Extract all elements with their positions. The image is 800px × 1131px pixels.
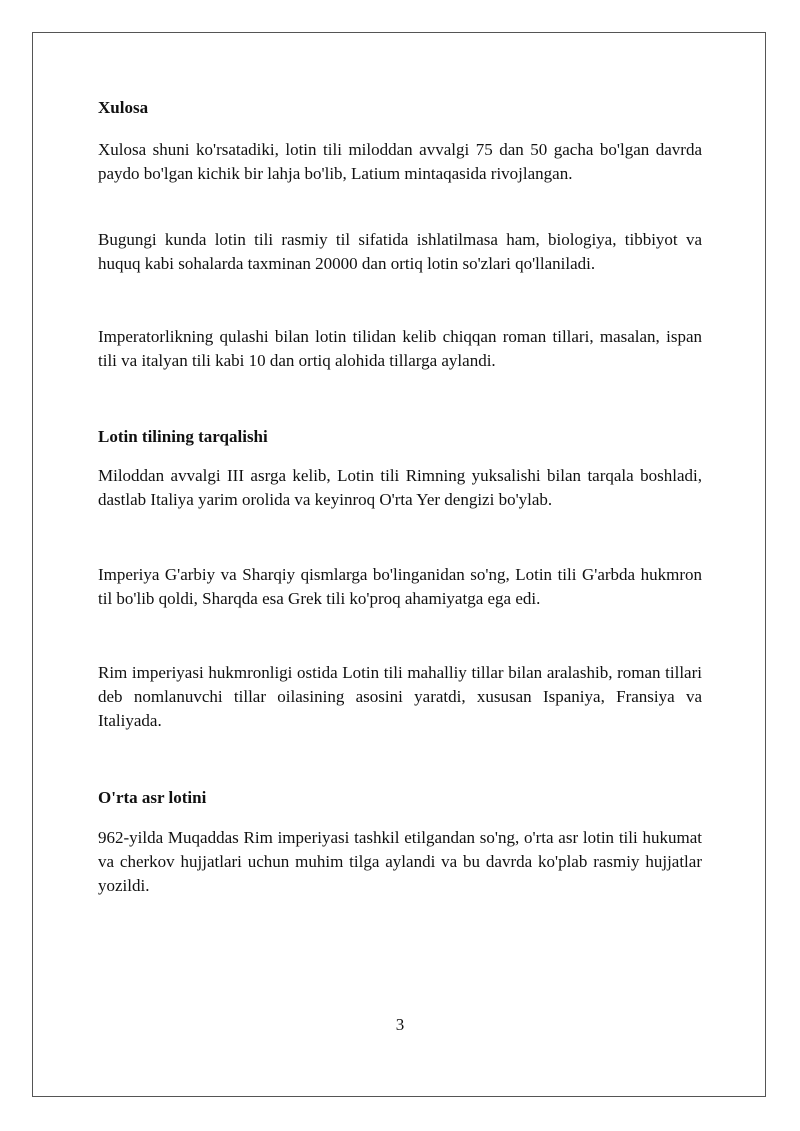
page-number: 3	[395, 1015, 405, 1034]
paragraph: Miloddan avvalgi III asrga kelib, Lotin tili Rimning yuksalishi bilan tarqala boshladi, dastlab Italiya yarim orolida va keyinroq O'rta Yer dengizi bo'ylab.	[98, 466, 702, 509]
paragraph: Xulosa shuni ko'rsatadiki, lotin tili miloddan avvalgi 75 dan 50 gacha bo'lgan davrda paydo bo'lgan kichik bir lahja bo'lib, Latium mintaqasida rivojlangan.	[98, 140, 702, 183]
section-heading-lotin-tilining-tarqalishi: Lotin tilining tarqalishi	[98, 427, 268, 446]
paragraph: Rim imperiyasi hukmronligi ostida Lotin tili mahalliy tillar bilan aralashib, roman tillari deb nomlanuvchi tillar oilasining asosini yaratdi, xususan Ispaniya, Fransiya va Italiyada.	[98, 663, 702, 730]
section-heading-orta-asr-lotini: O'rta asr lotini	[98, 788, 207, 807]
paragraph: 962-yilda Muqaddas Rim imperiyasi tashkil etilgandan so'ng, o'rta asr lotin tili hukumat va cherkov hujjatlari uchun muhim tilga aylandi va bu davrda ko'plab rasmiy hujjatlar yozildi.	[98, 828, 702, 895]
paragraph: Bugungi kunda lotin tili rasmiy til sifatida ishlatilmasa ham, biologiya, tibbiyot va huquq kabi sohalarda taxminan 20000 dan ortiq lotin so'zlari qo'llaniladi.	[98, 230, 702, 273]
section-heading-xulosa: Xulosa	[98, 98, 149, 117]
paragraph: Imperiya G'arbiy va Sharqiy qismlarga bo'linganidan so'ng, Lotin tili G'arbda hukmron til bo'lib qoldi, Sharqda esa Grek tili ko'proq ahamiyatga ega edi.	[98, 565, 702, 608]
paragraph: Imperatorlikning qulashi bilan lotin tilidan kelib chiqqan roman tillari, masalan, ispan tili va italyan tili kabi 10 dan ortiq alohida tillarga aylandi.	[98, 327, 702, 370]
